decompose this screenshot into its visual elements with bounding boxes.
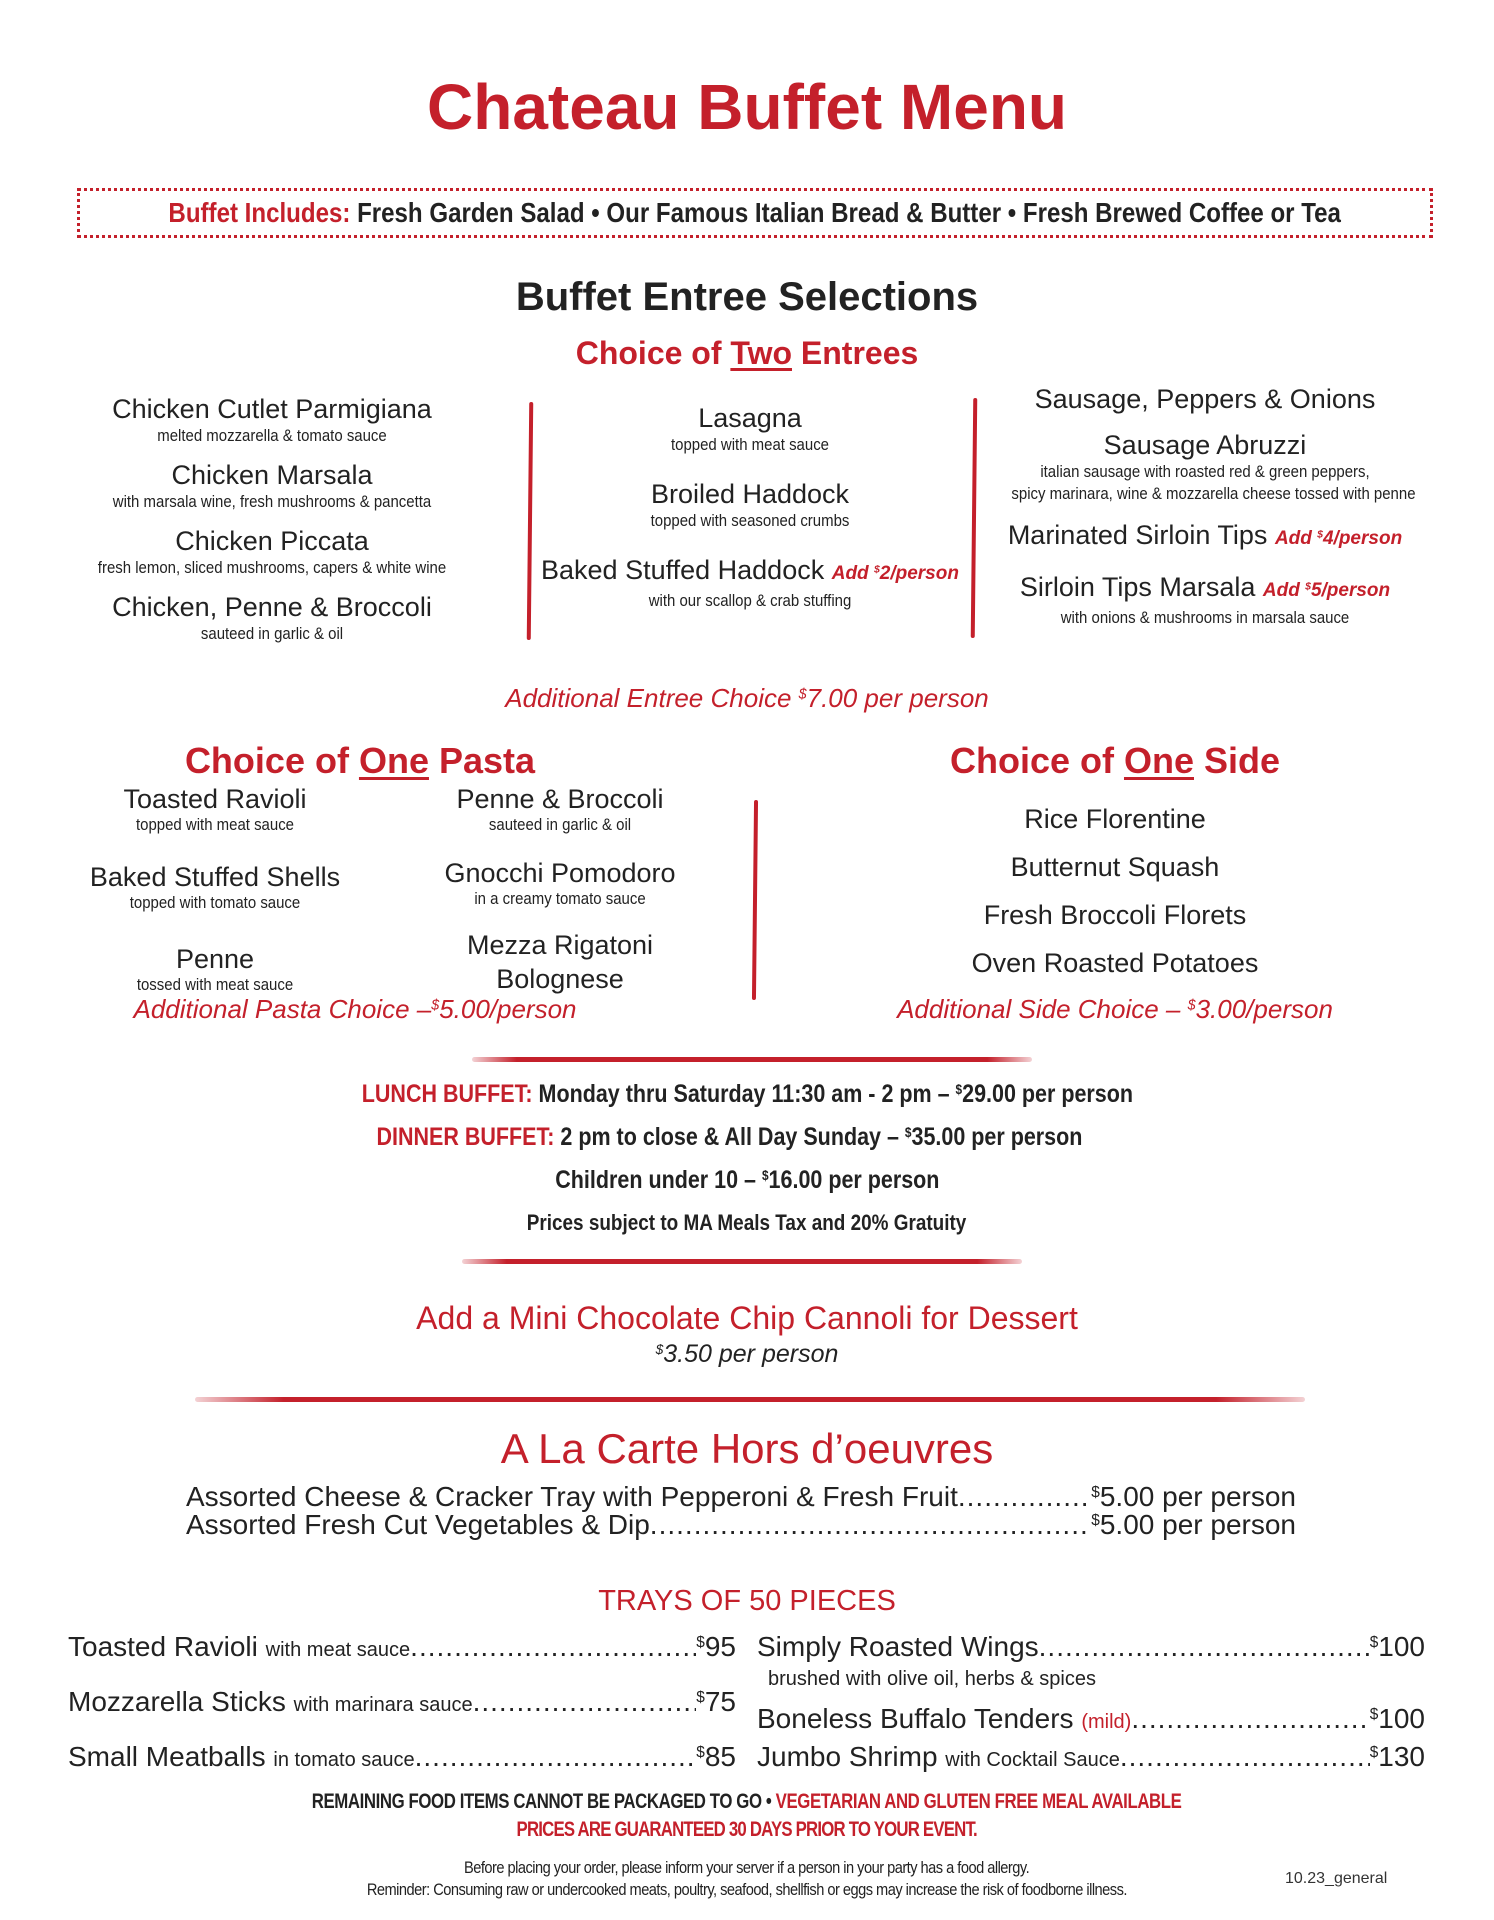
dinner-price: 35.00 per person [911,1123,1082,1151]
footer-notice [0,1790,1494,1814]
additional-pre: Additional Pasta Choice – [133,994,432,1024]
tray-detail: with marinara sauce [293,1694,473,1716]
dollar-sign: $ [1369,1633,1379,1651]
tray-detail: in tomato sauce [273,1749,415,1771]
tray-price-text: 100 [1378,1631,1425,1662]
entree-desc: fresh lemon, sliced mushrooms, capers & white wine [97,558,447,577]
pasta-name: Gnocchi Pomodoro [444,858,676,888]
additional-pasta-choice [70,994,640,1025]
entrees-left-column [70,393,474,657]
hors-price [1091,1510,1296,1540]
entree-name: Chicken Piccata [175,526,369,556]
pasta-desc: topped with meat sauce [135,815,295,834]
allergy-text: Before placing your order, please inform your server if a person in your party has a food allergy. [464,1858,1030,1877]
pasta-heading [70,740,650,782]
dot-leader [473,1686,697,1718]
additional-entree-choice [0,683,1494,714]
tray-price-text: 75 [704,1686,736,1717]
entree-desc: melted mozzarella & tomato sauce [157,426,387,445]
dollar-sign: $ [1317,529,1323,541]
additional-post: 7.00 per person [806,683,989,713]
tray-price [696,1631,736,1663]
dollar-sign: $ [904,1124,912,1140]
tray-price [696,1741,736,1773]
tray-name: Boneless Buffalo Tenders [757,1703,1074,1734]
tray-item [757,1741,1425,1773]
reminder-text: Reminder: Consuming raw or undercooked meats, poultry, seafood, shellfish or eggs may increase the risk of foodborne illness. [366,1880,1128,1899]
pasta-left-column [80,784,350,1008]
footer-guarantee [0,1818,1494,1842]
dollar-sign: $ [1369,1743,1379,1761]
entree-name: Marinated Sirloin Tips [1007,520,1268,550]
additional-post: 3.00/person [1195,994,1333,1024]
entree-name: Sirloin Tips Marsala [1019,572,1256,602]
dollar-sign: $ [696,1633,705,1651]
allergy-notice [0,1858,1494,1878]
entree-name: Sausage Abruzzi [1103,430,1307,460]
add-amount: 5/person [1310,580,1391,601]
tray-name: Toasted Ravioli [68,1631,258,1662]
entree-desc: spicy marinara, wine & mozzarella cheese tossed with penne [1011,484,1416,503]
side-item: Oven Roasted Potatoes [971,948,1259,978]
trays-heading: TRAYS OF 50 PIECES [598,1585,896,1617]
pasta-desc: in a creamy tomato sauce [474,889,646,908]
additional-pre: Additional Side Choice – [897,994,1188,1024]
add-price [1263,580,1390,601]
dollar-sign: $ [696,1688,705,1706]
horizontal-divider [472,1057,1032,1062]
tray-price-text: 130 [1378,1741,1425,1772]
dot-leader [1131,1703,1369,1735]
tray-price-text: 100 [1378,1703,1425,1734]
dinner-buffet-line [0,1123,1476,1152]
entree-name: Lasagna [698,403,802,433]
entree-name-row [985,571,1425,607]
dot-leader [1039,1631,1370,1663]
tax-text: Prices subject to MA Meals Tax and 20% Gratuity [527,1210,967,1235]
children-label: Children under 10 – [554,1166,762,1194]
dinner-hours: 2 pm to close & All Day Sunday – [559,1123,905,1151]
pasta-name: Baked Stuffed Shells [89,862,341,892]
heading-post: Side [1194,740,1281,781]
dessert-price [0,1340,1494,1369]
tray-item [68,1631,736,1663]
pasta-right-column [420,784,700,996]
entree-name-row [540,554,960,590]
subheading-pre: Choice of [575,335,731,371]
entree-name: Chicken Cutlet Parmigiana [112,394,432,424]
dollar-sign: $ [1305,581,1311,593]
additional-side-choice [850,994,1380,1025]
dollar-sign: $ [431,997,440,1014]
add-price [832,563,959,584]
footer-guarantee-text: PRICES ARE GUARANTEED 30 DAYS PRIOR TO YOUR EVENT. [516,1818,978,1841]
tray-price [696,1686,736,1718]
hors-heading: A La Carte Hors d’oeuvres [500,1425,994,1472]
entree-desc: with our scallop & crab stuffing [648,591,852,610]
children-price: 16.00 per person [768,1166,940,1194]
side-item: Butternut Squash [1010,852,1220,882]
entree-name: Broiled Haddock [650,479,850,509]
additional-pre: Additional Entree Choice [505,683,799,713]
tray-subdesc: brushed with olive oil, herbs & spices [768,1668,1096,1690]
footer-packaging: REMAINING FOOD ITEMS CANNOT BE PACKAGED TO GO • [312,1790,777,1813]
entrees-heading: Buffet Entree Selections [515,275,979,319]
dot-leader [1120,1741,1370,1773]
hors-price-text: 5.00 per person [1099,1481,1296,1512]
dot-leader [650,1510,1092,1540]
side-column [850,795,1380,987]
entree-desc: italian sausage with roasted red & green peppers, [1040,462,1370,481]
entree-desc: with onions & mushrooms in marsala sauce [1060,608,1350,627]
add-amount: 2/person [879,563,959,584]
hors-name: Assorted Cheese & Cracker Tray with Pepperoni & Fresh Fruit [186,1481,958,1512]
tray-price [1370,1703,1425,1735]
entrees-middle-column [540,402,960,624]
includes-label: Buffet Includes: [168,197,351,228]
dollar-sign: $ [955,1081,962,1097]
entree-desc: sauteed in garlic & oil [200,624,344,643]
heading-underline: One [358,740,429,781]
entree-name-row [985,519,1425,555]
dessert-price-text: 3.50 per person [663,1340,839,1368]
side-item: Rice Florentine [1024,804,1206,834]
pasta-name: Toasted Ravioli [123,784,307,814]
dollar-sign: $ [1091,1483,1100,1501]
side-heading [850,740,1380,782]
children-price-line [0,1166,1494,1195]
tray-name: Mozzarella Sticks [68,1686,286,1717]
hors-price [1091,1482,1296,1512]
pasta-name: Mezza Rigatoni [466,930,654,960]
footer-vegetarian: VEGETARIAN AND GLUTEN FREE MEAL AVAILABLE [776,1790,1182,1813]
side-item: Fresh Broccoli Florets [983,900,1247,930]
pasta-desc: tossed with meat sauce [136,975,294,994]
pasta-desc: topped with tomato sauce [129,893,301,912]
tray-item [68,1686,736,1718]
lunch-hours: Monday thru Saturday 11:30 am - 2 pm – [538,1080,956,1108]
hors-item [186,1482,1296,1512]
entrees-subheading [0,335,1494,372]
dollar-sign: $ [696,1743,705,1761]
heading-post: Pasta [428,740,536,781]
subheading-post: Entrees [792,335,919,371]
vertical-divider [971,398,978,638]
tray-price [1370,1741,1425,1773]
tax-note [0,1210,1494,1236]
page-title: Chateau Buffet Menu [427,71,1067,143]
dollar-sign: $ [1369,1705,1379,1723]
heading-pre: Choice of [949,740,1124,781]
dollar-sign: $ [1187,997,1196,1014]
hors-item [186,1510,1296,1540]
tray-price-text: 95 [704,1631,736,1662]
lunch-price: 29.00 per person [961,1080,1133,1108]
dot-leader [958,1482,1091,1512]
dollar-sign: $ [655,1341,664,1357]
subheading-underline: Two [730,335,792,371]
dot-leader [410,1631,696,1663]
tray-detail: (mild) [1081,1711,1132,1733]
pasta-name: Penne [175,944,255,974]
entree-desc: topped with seasoned crumbs [650,511,850,530]
entree-name: Sausage, Peppers & Onions [1034,384,1376,414]
tray-name: Jumbo Shrimp [757,1741,938,1772]
entree-desc: with marsala wine, fresh mushrooms & pancetta [112,492,432,511]
hors-name: Assorted Fresh Cut Vegetables & Dip [186,1509,650,1540]
add-amount: 4/person [1322,528,1403,549]
entree-name: Chicken Marsala [171,460,373,490]
pasta-name: Bolognese [496,964,624,994]
consumption-reminder [0,1880,1494,1900]
add-label: Add [1274,528,1318,549]
horizontal-divider [462,1259,1022,1264]
hors-price-text: 5.00 per person [1099,1509,1296,1540]
add-label: Add [831,563,874,584]
pasta-name: Penne & Broccoli [456,784,664,814]
add-price [1275,528,1402,549]
entree-name: Chicken, Penne & Broccoli [112,592,432,622]
menu-code: 10.23_general [1285,1870,1388,1887]
lunch-buffet-line [0,1080,1494,1109]
tray-item [757,1703,1425,1735]
tray-name: Small Meatballs [68,1741,266,1772]
vertical-divider [527,402,533,640]
horizontal-divider [195,1397,1305,1402]
dollar-sign: $ [873,564,880,576]
tray-item [68,1741,736,1773]
entrees-right-column [985,383,1425,641]
tray-name: Simply Roasted Wings [757,1631,1039,1662]
tray-item [757,1631,1425,1663]
tray-detail: with Cocktail Sauce [945,1749,1120,1771]
dollar-sign: $ [761,1167,769,1183]
tray-price-text: 85 [704,1741,736,1772]
pasta-desc: sauteed in garlic & oil [488,815,632,834]
dessert-line: Add a Mini Chocolate Chip Cannoli for Dessert [416,1300,1078,1336]
heading-pre: Choice of [184,740,359,781]
dinner-label: DINNER BUFFET: [376,1123,555,1151]
buffet-includes-box [77,188,1433,238]
additional-post: 5.00/person [439,994,577,1024]
entree-desc: topped with meat sauce [670,435,830,454]
add-label: Add [1262,580,1306,601]
dot-leader [415,1741,697,1773]
tray-price [1370,1631,1425,1663]
entree-name: Baked Stuffed Haddock [541,555,825,585]
heading-underline: One [1123,740,1194,781]
lunch-label: LUNCH BUFFET: [361,1080,533,1108]
includes-text: Fresh Garden Salad • Our Famous Italian Bread & Butter • Fresh Brewed Coffee or Tea [357,197,1342,228]
tray-detail: with meat sauce [265,1639,411,1661]
dollar-sign: $ [1091,1511,1100,1529]
dollar-sign: $ [798,686,807,703]
vertical-divider [752,800,758,1000]
